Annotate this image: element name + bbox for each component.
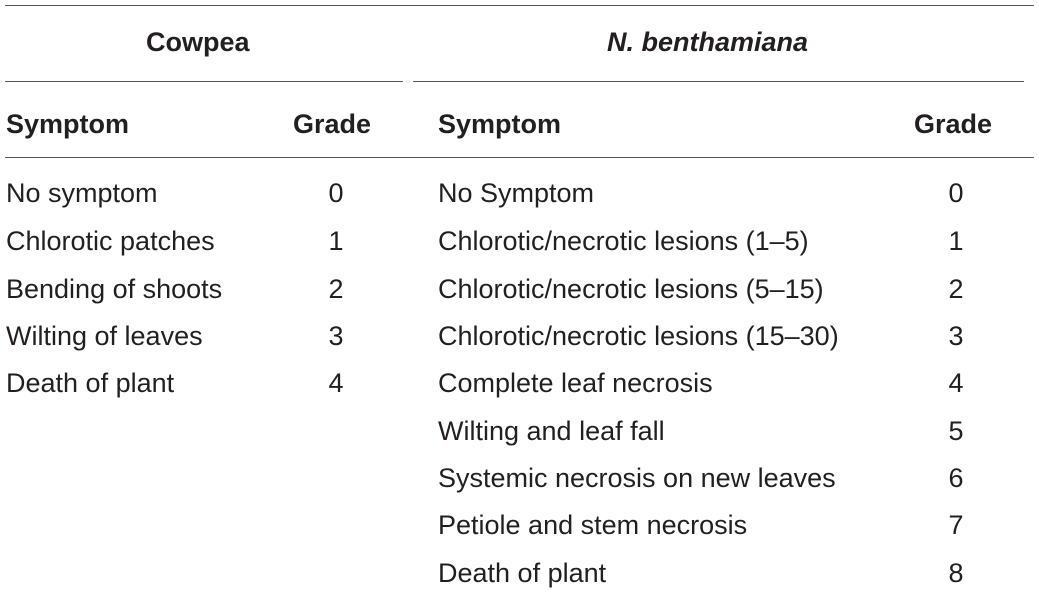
cowpea-symptom-header: Symptom [6, 109, 130, 139]
cowpea-symptom-cell: Chlorotic patches [6, 226, 215, 256]
benthamiana-symptom-cell: Chlorotic/necrotic lesions (5–15) [438, 274, 824, 304]
benthamiana-grade-cell: 5 [948, 416, 964, 446]
benthamiana-symptom-cell: Chlorotic/necrotic lesions (1–5) [438, 226, 809, 256]
benthamiana-grade-cell: 8 [948, 558, 964, 588]
cowpea-grade-cell: 2 [328, 274, 344, 304]
benthamiana-symptom-cell: Wilting and leaf fall [438, 416, 665, 446]
benthamiana-symptom-cell: Complete leaf necrosis [438, 368, 713, 398]
benthamiana-symptom-cell: Chlorotic/necrotic lesions (15–30) [438, 321, 839, 351]
benthamiana-grade-header: Grade [914, 109, 993, 139]
benthamiana-grade-cell: 1 [948, 226, 964, 256]
cowpea-grade-cell: 4 [328, 368, 344, 398]
benthamiana-symptom-cell: No Symptom [438, 178, 595, 208]
benthamiana-group-title: N. benthamiana [607, 27, 809, 57]
cowpea-grade-cell: 3 [328, 321, 344, 351]
benthamiana-symptom-cell: Systemic necrosis on new leaves [438, 463, 836, 493]
benthamiana-symptom-cell: Petiole and stem necrosis [438, 510, 748, 540]
top-rule [5, 5, 1034, 6]
benthamiana-symptom-cell: Death of plant [438, 558, 607, 588]
benthamiana-grade-cell: 4 [948, 368, 964, 398]
benthamiana-grade-cell: 0 [948, 178, 964, 208]
cowpea-symptom-cell: Wilting of leaves [6, 321, 203, 351]
cowpea-symptom-cell: No symptom [6, 178, 158, 208]
benthamiana-grade-cell: 6 [948, 463, 964, 493]
benthamiana-group-rule [413, 81, 1024, 82]
benthamiana-grade-cell: 7 [948, 510, 964, 540]
cowpea-symptom-cell: Bending of shoots [6, 274, 223, 304]
cowpea-group-title: Cowpea [146, 27, 250, 57]
cowpea-grade-cell: 0 [328, 178, 344, 208]
cowpea-symptom-cell: Death of plant [6, 368, 175, 398]
benthamiana-grade-cell: 2 [948, 274, 964, 304]
benthamiana-grade-cell: 3 [948, 321, 964, 351]
cowpea-grade-cell: 1 [328, 226, 344, 256]
cowpea-grade-header: Grade [293, 109, 372, 139]
cowpea-group-rule [5, 81, 403, 82]
benthamiana-symptom-header: Symptom [438, 109, 562, 139]
header-bottom-rule [5, 157, 1034, 158]
